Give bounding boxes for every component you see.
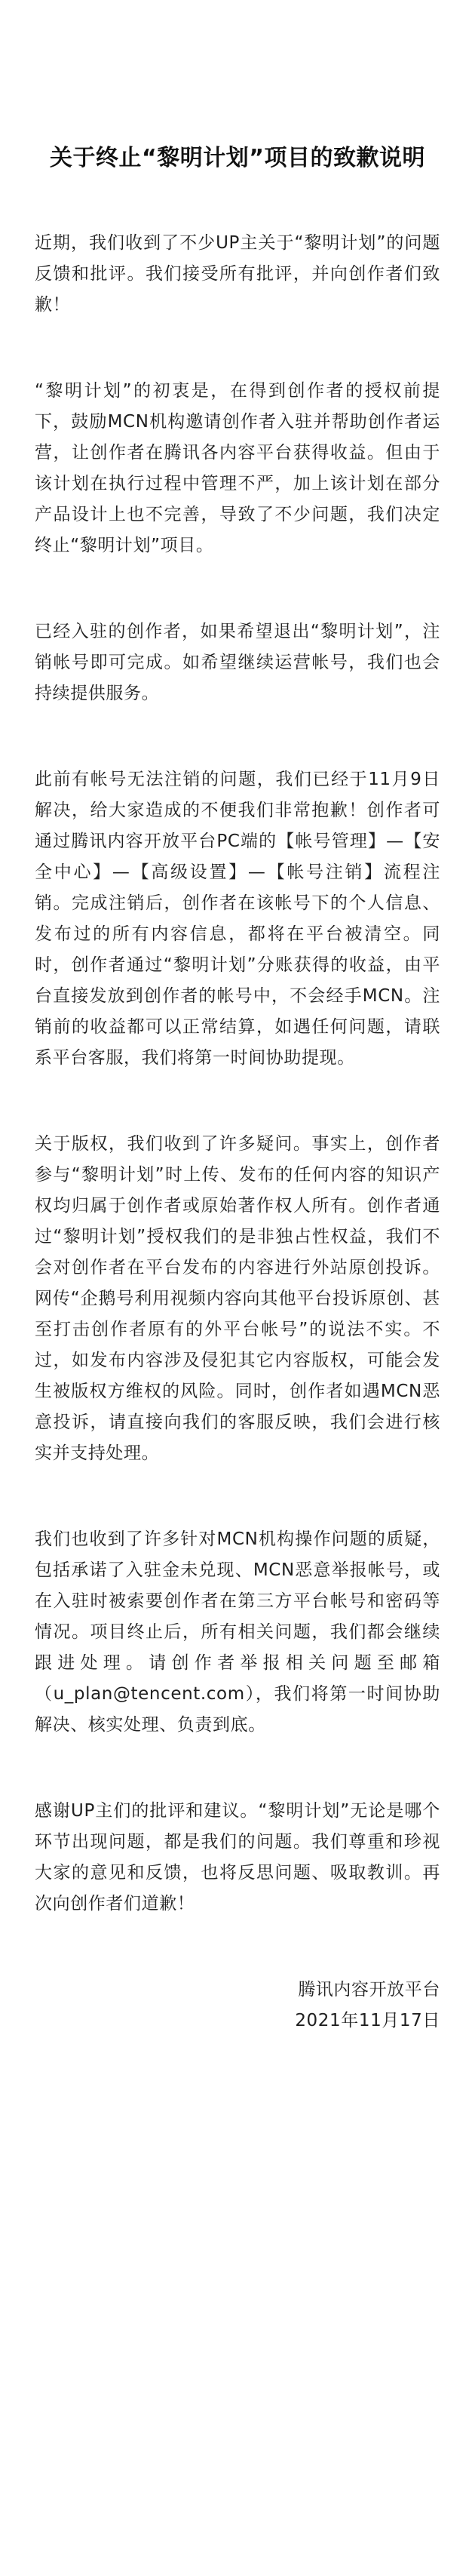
paragraph-account-cancellation: 此前有帐号无法注销的问题，我们已经于11月9日解决，给大家造成的不便我们非常抱歉！创作者可通过腾讯内容开放平台PC端的【帐号管理】—【安全中心】—【高级设置】—【帐号注销】流程注销。完成注销后，创作者在该帐号下的个人信息、发布过的所有内容信息，都将在平台被清空。同时，创作者通过“黎明计划”分账获得的收益，由平台直接发放到创作者的帐号中，不会经手MCN。注销前的收益都可以正常结算，如遇任何问题，请联系平台客服，我们将第一时间协助提现。 <box>35 770 440 1068</box>
paragraph-exit-plan: 已经入驻的创作者，如果希望退出“黎明计划”，注销帐号即可完成。如希望继续运营帐号，我们也会持续提供服务。 <box>35 622 440 703</box>
signature-organization: 腾讯内容开放平台 <box>298 1980 440 2000</box>
signature-date: 2021年11月17日 <box>295 2011 440 2030</box>
paragraph-closing: 感谢UP主们的批评和建议。“黎明计划”无论是哪个环节出现问题，都是我们的问题。我们尊重和珍视大家的意见和反馈，也将反思问题、吸取教训。再次向创作者们道歉！ <box>35 1801 440 1914</box>
document-title: 关于终止“黎明计划”项目的致歉说明 <box>50 145 425 171</box>
paragraph-mcn-issues: 我们也收到了许多针对MCN机构操作问题的质疑，包括承诺了入驻金未兑现、MCN恶意举报帐号，或在入驻时被索要创作者在第三方平台帐号和密码等情况。项目终止后，所有相关问题，我们都会继续跟进处理。请创作者举报相关问题至邮箱（u_plan@tencent.com），我们将第一时间协助解决、核实处理、负责到底。 <box>35 1529 440 1735</box>
paragraph-plan-purpose: “黎明计划”的初衷是，在得到创作者的授权前提下，鼓励MCN机构邀请创作者入驻并帮助创作者运营，让创作者在腾讯各内容平台获得收益。但由于该计划在执行过程中管理不严，加上该计划在部分产品设计上也不完善，导致了不少问题，我们决定终止“黎明计划”项目。 <box>35 381 440 555</box>
paragraph-apology: 近期，我们收到了不少UP主关于“黎明计划”的问题反馈和批评。我们接受所有批评，并向创作者们致歉！ <box>35 233 440 315</box>
signature-block <box>35 1975 440 2037</box>
paragraph-copyright: 关于版权，我们收到了许多疑问。事实上，创作者参与“黎明计划”时上传、发布的任何内容的知识产权均归属于创作者或原始著作权人所有。创作者通过“黎明计划”授权我们的是非独占性权益，我们不会对创作者在平台发布的内容进行外站原创投诉。网传“企鹅号利用视频内容向其他平台投诉原创、甚至打击创作者原有的外平台帐号”的说法不实。不过，如发布内容涉及侵犯其它内容版权，可能会发生被版权方维权的风险。同时，创作者如遇MCN恶意投诉，请直接向我们的客服反映，我们会进行核实并支持处理。 <box>35 1134 440 1463</box>
